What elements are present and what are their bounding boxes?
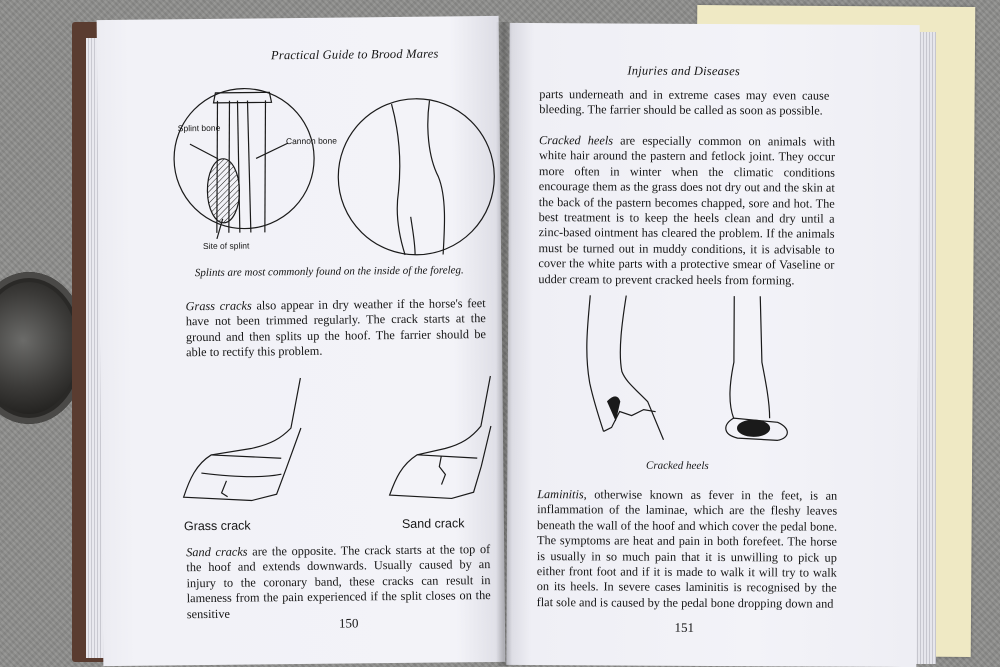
left-page [97,16,506,666]
book-gutter [496,22,512,666]
term-grass-cracks: Grass cracks [185,298,252,314]
running-head: Injuries and Diseases [627,63,741,79]
page-number: 150 [338,615,359,631]
paragraph-text: parts underneath and in extreme cases may even cause bleeding. The farrier should be called as soon as possible. [539,87,830,118]
term-sand-cracks: Sand cracks [186,544,248,560]
label-splint-bone: Splint bone [177,122,221,134]
right-page [506,23,919,667]
cracked-heels-illustration [507,291,918,473]
figure1-caption: Splints are most commonly found on the inside of the foreleg. [194,264,464,280]
page-number: 151 [674,619,695,635]
label-sand-crack: Sand crack [401,516,465,531]
hoof-cracks-illustration [100,366,504,530]
paragraph-text: also appear in dry weather if the horse's feet have not been trimmed regularly. The crack starts at the ground and then splits up the hoof. The farrier should be able to rectify this problem. [185,296,487,360]
paragraph-laminitis [537,487,838,612]
paragraph-text: are especially common on animals with white hair around the pastern and fetlock joint. They occur more often in winter when the climatic conditions encourage them as the grass does not dry out and the skin at the back of the pastern becomes chapped, sore and hot. The best treatment is to keep the heels clean and dry until a zinc-based ointment has cleared the problem. If the animals must be turned out in muddy conditions, it is advisable to cover the white parts with a protective smear of Vaseline or udder cream to prevent cracked heels from forming. [538,133,836,288]
label-grass-crack: Grass crack [183,518,251,534]
running-head: Practical Guide to Brood Mares [270,46,439,63]
paragraph-sand-cracks [186,542,491,622]
label-site-of-splint: Site of splint [202,240,250,252]
paragraph-grass-cracks [186,296,487,361]
label-cannon-bone: Cannon bone [285,135,338,147]
term-laminitis: Laminitis [537,487,584,502]
paragraph-cracked-heels [538,133,835,289]
term-cracked-heels: Cracked heels [539,133,614,148]
paragraph-continued [539,87,829,119]
paragraph-text: are the opposite. The crack starts at the top of the hoof and extends downwards. Usually caused by an injury to the coronary band, these cracks can result in lameness from the pain experienced if the split closes on the sensitive [186,542,491,621]
paragraph-text: , otherwise known as fever in the feet, is an inflammation of the laminae, which are the fleshy leaves beneath the wall of the hoof and which cover the pedal bone. The symptoms are heat and pain in both forefeet. The horse is usually in so much pain that it is unwilling to pick up either front foot and if it is made to walk it will try to walk on its heels. In severe cases laminitis is recognised by the flat sole and is caused by the pedal bone dropping down and [536,487,838,611]
figure-caption: Cracked heels [646,459,709,472]
